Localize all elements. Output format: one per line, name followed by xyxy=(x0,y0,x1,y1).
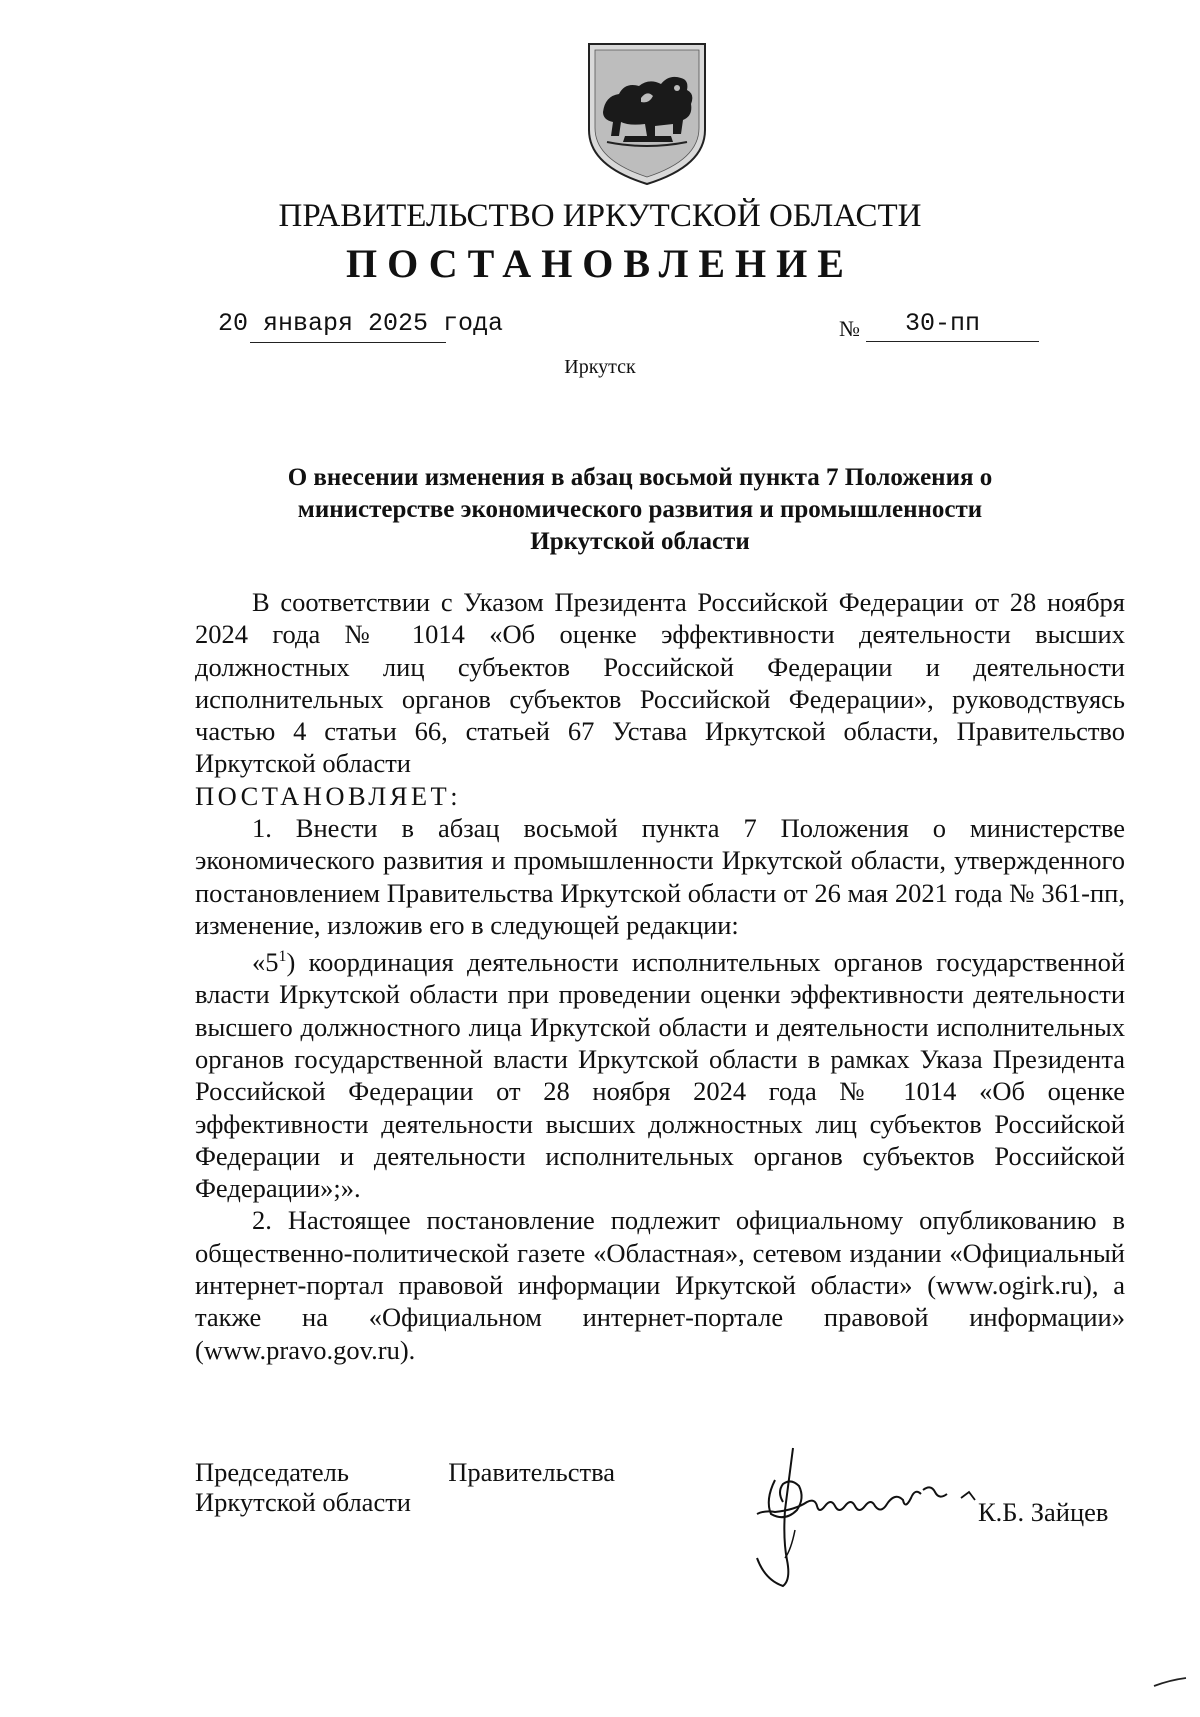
scan-mark-icon xyxy=(1152,1676,1188,1688)
document-title: О внесении изменения в абзац восьмой пункта 7 Положения о министерстве экономического развития и промышленности Иркутской области xyxy=(287,464,993,555)
quoted-paragraph xyxy=(195,941,1125,1204)
handwritten-signature-icon xyxy=(735,1440,995,1590)
item-1-paragraph: 1. Внести в абзац восьмой пункта 7 Положения о министерстве экономического развития и промышленности Иркутской области, утвержденного постановлением Правительства Иркутской области от 26 мая 2021 года № 361-пп, изменение, изложив его в следующей редакции: xyxy=(195,813,1125,940)
document-date: 20 января 2025 года xyxy=(218,309,504,338)
document-city: Иркутск xyxy=(564,356,636,378)
document-type: ПОСТАНОВЛЕНИЕ xyxy=(346,241,854,286)
number-underline xyxy=(866,341,1039,342)
position-word-1: Председатель xyxy=(195,1457,349,1487)
date-underline xyxy=(250,342,446,343)
item-2-paragraph: 2. Настоящее постановление подлежит официальному опубликованию в общественно-политической газете «Областная», сетевом издании «Официальный интернет-портал правовой информации Иркутской области» (www.ogirk.ru), а также на «Официальном интернет-портале правовой информации» (www.pravo.gov.ru). xyxy=(195,1205,1125,1365)
quote-text: ) координация деятельности исполнительных органов государственной власти Иркутской области при проведении оценки эффективности деятельности высшего должностного лица Иркутской области и деятельности исполнительных органов государственной власти Иркутской области в рамках Указа Президента Российской Федерации от 28 ноября 2024 года № 1014 «Об оценке эффективности деятельности высших должностных лиц субъектов Российской Федерации и деятельности исполнительных органов субъектов Российской Федерации»;». xyxy=(195,947,1125,1204)
position-word-2: Правительства xyxy=(448,1457,615,1487)
position-line-2: Иркутской области xyxy=(195,1487,411,1517)
government-name: ПРАВИТЕЛЬСТВО ИРКУТСКОЙ ОБЛАСТИ xyxy=(278,198,922,234)
signatory-position xyxy=(195,1457,615,1517)
document-body xyxy=(195,586,1125,1366)
quote-superscript: 1 xyxy=(278,948,287,966)
quote-open: «5 xyxy=(252,947,279,978)
document-number: 30-пп xyxy=(905,309,981,338)
coat-of-arms-icon xyxy=(585,38,709,186)
resolves-heading: ПОСТАНОВЛЯЕТ: xyxy=(195,780,462,811)
number-sign: № xyxy=(839,316,860,341)
signatory-name: К.Б. Зайцев xyxy=(978,1497,1109,1527)
preamble-paragraph: В соответствии с Указом Президента Российской Федерации от 28 ноября 2024 года № 1014 «Об оценке эффективности деятельности высших должностных лиц субъектов Российской Федерации и деятельности исполнительных органов субъектов Российской Федерации», руководствуясь частью 4 статьи 66, статьей 67 Устава Иркутской области, Правительство Иркутской области xyxy=(195,587,1125,779)
